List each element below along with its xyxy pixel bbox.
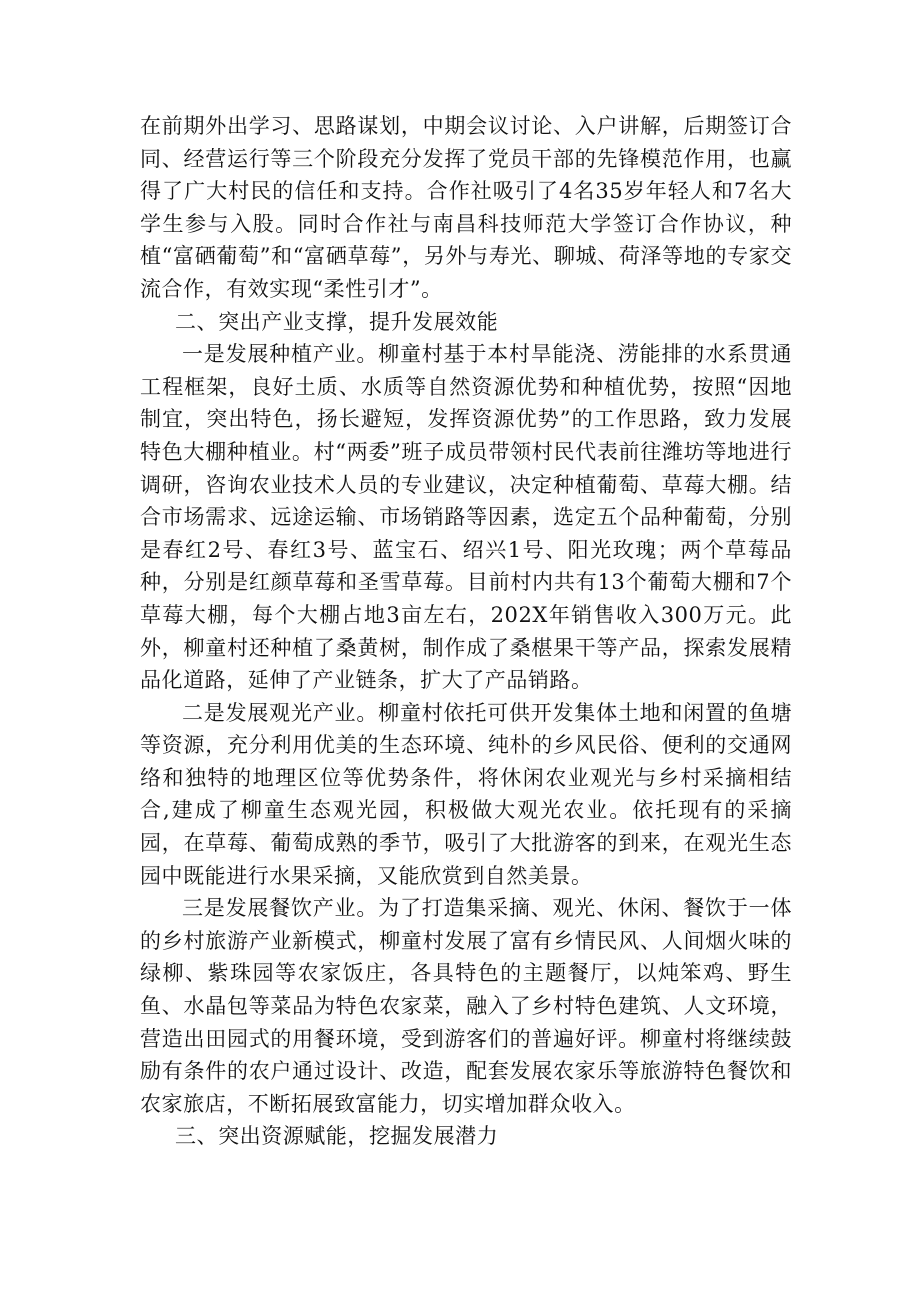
section-heading-resource-empowerment: 三、突出资源赋能，挖掘发展潜力 (175, 1124, 499, 1149)
document-page (140, 110, 792, 1153)
section-heading-industry-support: 二、突出产业支撑，提升发展效能 (175, 309, 499, 334)
paragraph-catering-industry: 三是发展餐饮产业。为了打造集采摘、观光、休闲、餐饮于一体的乡村旅游产业新模式，柳童村发展了富有乡情民风、人间烟火味的绿柳、紫珠园等农家饭庄，各具特色的主题餐厅，以炖笨鸡、野生鱼、水晶包等菜品为特色农家菜，融入了乡村特色建筑、人文环境，营造出田园式的用餐环境，受到游客们的普遍好评。柳童村将继续鼓励有条件的农户通过设计、改造，配套发展农家乐等旅游特色餐饮和农家旅店，不断拓展致富能力，切实增加群众收入。 (140, 896, 792, 1116)
paragraph-planting-industry: 一是发展种植产业。柳童村基于本村旱能浇、涝能排的水系贯通工程框架，良好土质、水质等自然资源优势和种植优势，按照“因地制宜，突出特色，扬长避短，发挥资源优势”的工作思路，致力发展特色大棚种植业。村“两委”班子成员带领村民代表前往潍坊等地进行调研，咨询农业技术人员的专业建议，决定种植葡萄、草莓大棚。结合市场需求、远途运输、市场销路等因素，选定五个品种葡萄，分别是春红2号、春红3号、蓝宝石、绍兴1号、阳光玫瑰；两个草莓品种，分别是红颜草莓和圣雪草莓。目前村内共有13个葡萄大棚和7个草莓大棚，每个大棚占地3亩左右，202X年销售收入300万元。此外，柳童村还种植了桑黄树，制作成了桑椹果干等产品，探索发展精品化道路，延伸了产业链条，扩大了产品销路。 (140, 342, 792, 693)
paragraph-sightseeing-industry: 二是发展观光产业。柳童村依托可供开发集体土地和闲置的鱼塘等资源，充分利用优美的生态环境、纯朴的乡风民俗、便利的交通网络和独特的地理区位等优势条件，将休闲农业观光与乡村采摘相结合,建成了柳童生态观光园，积极做大观光农业。依托现有的采摘园，在草莓、葡萄成熟的季节，吸引了大批游客的到来，在观光生态园中既能进行水果采摘，又能欣赏到自然美景。 (140, 700, 792, 888)
paragraph-cooperative-talent: 在前期外出学习、思路谋划，中期会议讨论、入户讲解，后期签订合同、经营运行等三个阶段充分发挥了党员干部的先锋模范作用，也赢得了广大村民的信任和支持。合作社吸引了4名35岁年轻人和7名大学生参与入股。同时合作社与南昌科技师范大学签订合作协议，种植“富硒葡萄”和“富硒草莓”，另外与寿光、聊城、荷泽等地的专家交流合作，有效实现“柔性引才”。 (140, 114, 792, 301)
